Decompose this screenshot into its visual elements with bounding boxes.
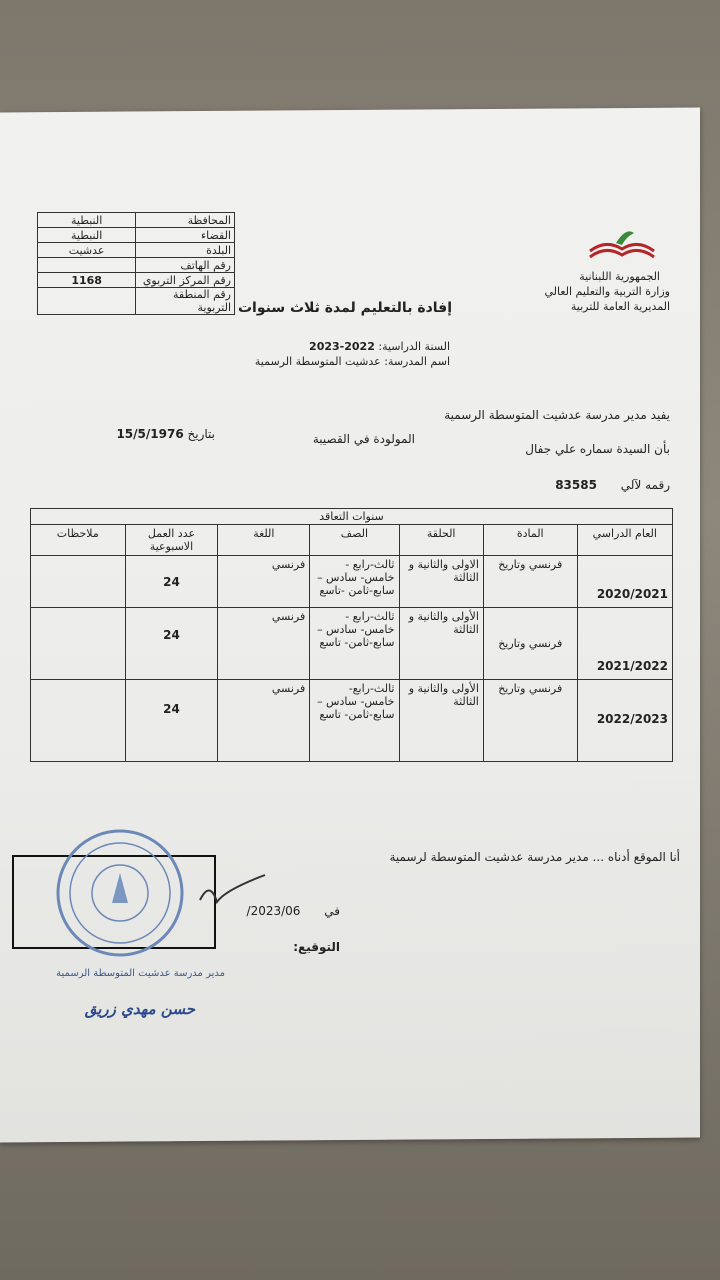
ministry-logo-icon [586,225,658,265]
date-label: بتاريخ [187,427,215,441]
column-header: عدد العمل الاسبوعية [125,525,218,556]
table-row: 2020/2021 فرنسي وتاريخ الاولى والثانية و الثالثة ثالث-رابع - خامس- سادس – سابع-ثامن -تاسع فرنسي 24 [31,556,673,608]
contract-years-table [30,508,673,762]
academic-year-label: السنة الدراسية: [378,340,450,353]
info-row: رقم المنطقة التربوية [38,288,235,315]
column-header: العام الدراسي [577,525,672,556]
academic-year-value: 2022-2023 [309,340,375,353]
body-born-in: المولودة في القصيبة [312,432,415,446]
body-id-line [555,478,670,492]
info-row: المحافظة النبطية [38,213,235,228]
body-line-1: يفيد مدير مدرسة عدشيت المتوسطة الرسمية [444,408,670,422]
info-row: البلدة عدشيت [38,243,235,258]
footer-date-value: 2023/06/ [246,904,301,918]
handwritten-name: حسن مهدي زريق [84,1000,195,1018]
school-stamp-icon [50,823,190,963]
body-line-2: بأن السيدة سماره علي جفال [525,442,670,456]
table-row: 2022/2023 فرنسي وتاريخ الأولى والثانية و الثالثة ثالث-رابع- خامس- سادس – سابع-ثامن- تاسع فرنسي 24 [31,680,673,762]
stamp-caption: مدير مدرسة عدشيت المتوسطة الرسمية [56,968,225,979]
location-info-table [37,212,235,315]
table-group-header: سنوات التعاقد [31,509,673,525]
footer-in-label: في [324,904,340,918]
school-value: عدشيت المتوسطة الرسمية [254,355,381,368]
school-label: اسم المدرسة: [384,355,450,368]
school-line [255,355,450,368]
date-value: 15/5/1976 [116,427,184,441]
signature-label: التوقيع: [293,940,340,954]
column-header: ملاحظات [31,525,126,556]
header-republic: الجمهورية اللبنانية [579,270,660,283]
column-header: المادة [483,525,577,556]
id-value: 83585 [555,478,597,492]
info-row: القضاء النبطية [38,228,235,243]
column-header: الصف [310,525,399,556]
column-header: اللغة [218,525,310,556]
header-directorate: المديرية العامة للتربية [570,300,670,313]
page-title: إفادة بالتعليم لمدة ثلاث سنوات [237,300,452,316]
column-header: الحلقة [399,525,483,556]
table-row: 2021/2022 فرنسي وتاريخ الأولى والثانية و الثالثة ثالث-رابع - خامس- سادس – سابع-ثامن- تاسع فرنسي 24 [31,608,673,680]
header-ministry: وزارة التربية والتعليم العالي [544,285,670,298]
undersigned-line: أنا الموقع أدناه ... مدير مدرسة عدشيت المتوسطة لرسمية [389,850,680,864]
id-label: رقمه لآلي [620,478,670,492]
academic-year-line [309,340,450,353]
signature-mark-icon [195,870,270,915]
body-date-line [116,427,215,441]
info-row: رقم المركز التربوي 1168 [38,273,235,288]
info-row: رقم الهاتف [38,258,235,273]
